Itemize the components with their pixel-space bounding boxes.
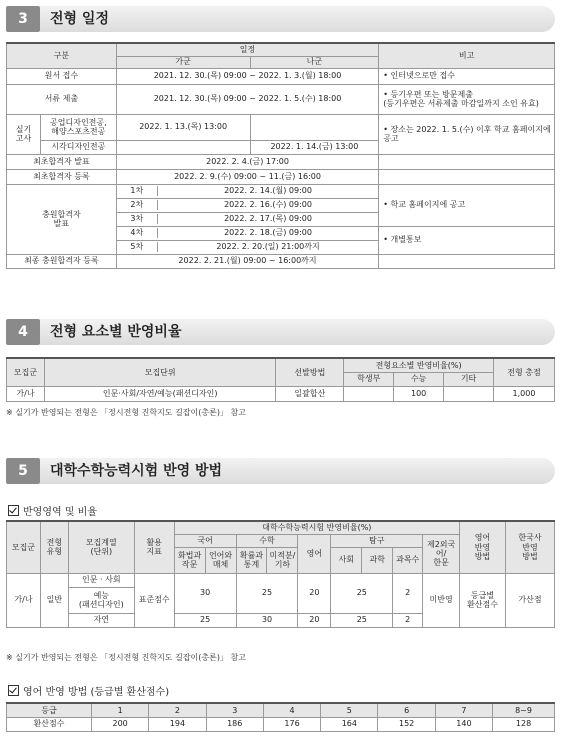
csat-table: 모집군 전형 유형 모집계열 (단위) 활용 지표 대학수학능력시험 반영비율(%) 영어 반영 방법 한국사 반영 방법 국어 수학 영어 탐구 제2외국어/ 한문 화법과 작문 언어와 매체 확률과 통계 미적분/ 기하 사회 과학 과목수 가/나 일반 인문 · 사회 표준점수 30 25 20 25 2 미반영 등급별 환산점수 가산점 예능 (패션디자인) 자연 25 30 20 25 2 <box>6 520 555 628</box>
section-number: 5 <box>6 458 40 484</box>
section-number: 4 <box>6 319 40 345</box>
section-title: 전형 요소별 반영비율 <box>50 324 182 340</box>
section-3-header <box>6 6 555 32</box>
schedule-table: 구분 일정 비고 가군 나군 원서 접수 2021. 12. 30.(목) 09:00 ~ 2022. 1. 3.(월) 18:00 • 인터넷으로만 접수 서류 제출 2021. 12. 30.(목) 09:00 ~ 2022. 1. 5.(수) 18:00 • 등기우편 또는 방문제출 (등기우편은 서류제출 마감일까지 소인 유효) 실기 고사 공업디자인전공, 해양스포츠전공 2022. 1. 13.(목) 13:00 • 장소는 2022. 1. 5.(수) 이후 학교 홈페이지에 공고 시각디자인전공 2022. 1. 14.(금) 13:00 최초합격자 발표 2022. 2. 4.(금) 17:00 최초합격자 등록 2022. 2. 9.(수) 09:00 ~ 11.(금) 16:00 충원합격자 발표 1차 2022. 2. 14.(월) 09:00 • 학교 홈페이지에 공고 2차 2022. 2. 16.(수) 09:00 3차 2022. 2. 17.(목) 09:00 4차 2022. 2. 18.(금) 09:00 • 개별통보 5차 2022. 2. 20.(일) 21:00까지 최종 충원합격자 등록 2022. 2. 21.(월) 09:00 ~ 16:00까지 <box>6 42 555 269</box>
section-4-header <box>6 319 555 345</box>
checkbox-icon <box>8 685 19 696</box>
section-title: 대학수학능력시험 반영 방법 <box>50 463 223 479</box>
section-5-header <box>6 458 555 484</box>
ratio-table: 모집군 모집단위 선발방법 전형요소별 반영비율(%) 전형 총점 학생부 수능 기타 가/나 인문·사회/자연/예능(패션디자인) 일괄합산 100 1,000 <box>6 357 555 402</box>
footnote: ※ 실기가 반영되는 전형은 「정시전형 진학지도 길잡이(총론)」 참고 <box>6 408 246 417</box>
subheading-ratio: 반영영역 및 비율 <box>8 503 97 518</box>
section-number: 3 <box>6 6 40 32</box>
section-title: 전형 일정 <box>50 11 109 27</box>
english-score-table: 등급 1 2 3 4 5 6 7 8~9 환산점수 200 194 186 176 164 152 140 128 <box>6 702 555 732</box>
footnote: ※ 실기가 반영되는 전형은 「정시전형 진학지도 길잡이(총론)」 참고 <box>6 653 246 662</box>
subheading-english: 영어 반영 방법 (등급별 환산점수) <box>8 683 169 698</box>
checkbox-icon <box>8 505 19 516</box>
